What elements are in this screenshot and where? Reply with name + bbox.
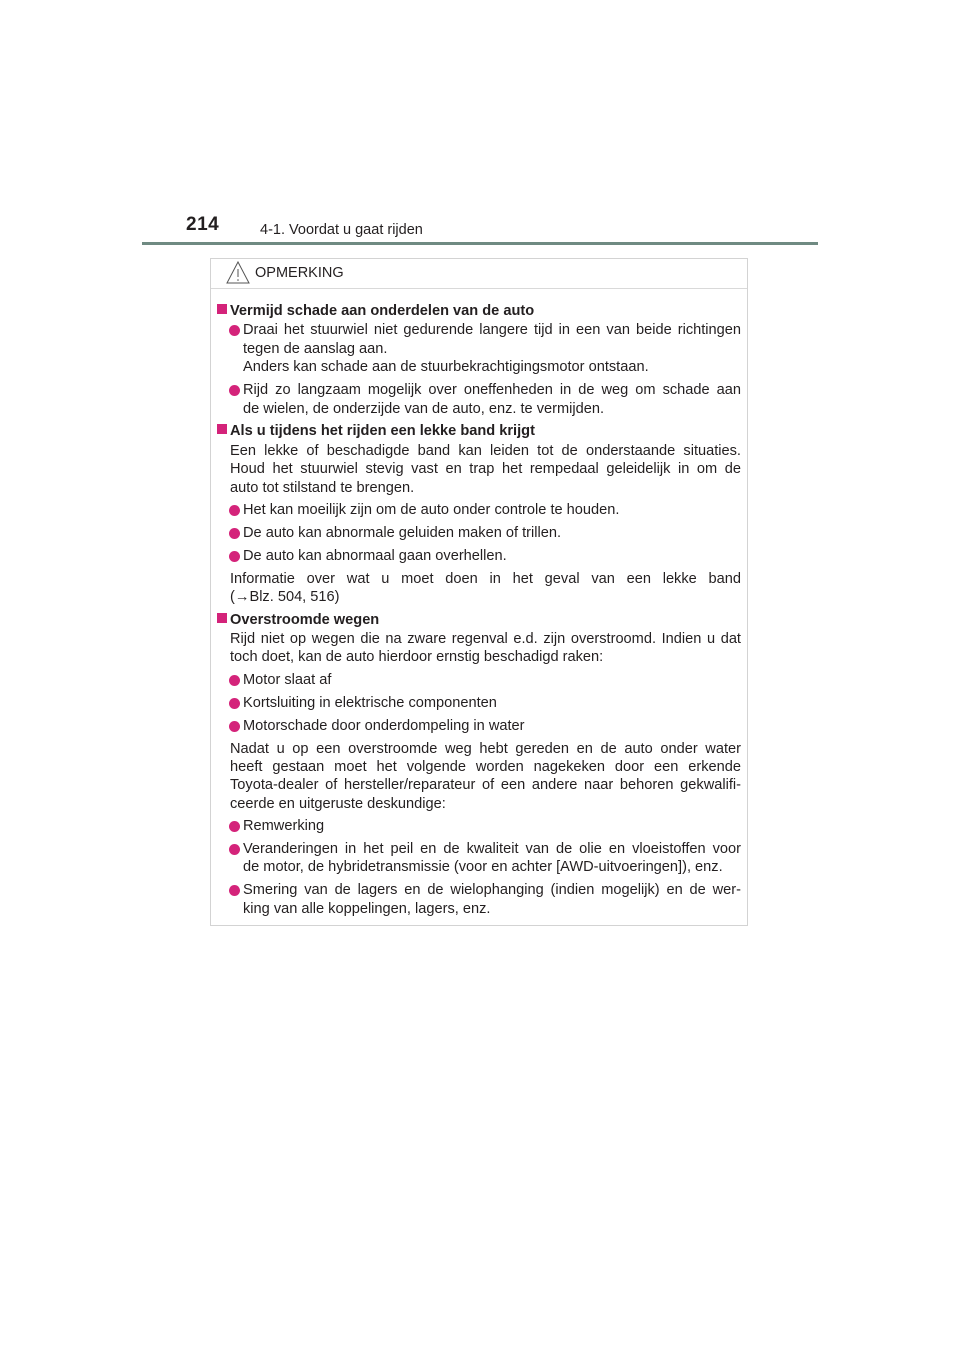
list-item: De auto kan abnormale geluiden maken of trillen. (217, 524, 741, 542)
page-number: 214 (186, 214, 220, 235)
circle-bullet-icon (229, 385, 240, 396)
section-heading: Vermijd schade aan onderdelen van de auto (217, 302, 741, 320)
paragraph: Informatie over wat u moet doen in het geval van een lekke band (→Blz. 504, 516) (230, 570, 741, 606)
list-item: Motorschade door onderdompeling in water (217, 717, 741, 735)
section-heading: Overstroomde wegen (217, 611, 741, 629)
list-item: Smering van de lagers en de wielophanging (indien mogelijk) en de wer- king van alle koppelingen, lagers, enz. (217, 881, 741, 918)
notice-header (211, 259, 747, 289)
circle-bullet-icon (229, 721, 240, 732)
notice-body (211, 289, 747, 918)
list-item: Motor slaat af (217, 671, 741, 689)
circle-bullet-icon (229, 325, 240, 336)
circle-bullet-icon (229, 844, 240, 855)
list-item: Veranderingen in het peil en de kwaliteit van de olie en vloeistoffen voor de motor, de hybridetransmissie (voor en achter [AWD-uitvoeringen]), enz. (217, 840, 741, 877)
circle-bullet-icon (229, 821, 240, 832)
square-bullet-icon (217, 424, 227, 434)
circle-bullet-icon (229, 505, 240, 516)
list-item: Kortsluiting in elektrische componenten (217, 694, 741, 712)
paragraph: Nadat u op een overstroomde weg hebt gereden en de auto onder water heeft gestaan moet het volgende worden nagekeken door een erkende Toyota-dealer of hersteller/reparateur of een andere naar behoren gekwalifi- ceerde en uitgeruste deskundige: (230, 740, 741, 812)
list-item: Het kan moeilijk zijn om de auto onder controle te houden. (217, 501, 741, 519)
warning-triangle-icon (225, 260, 251, 285)
section-title: 4-1. Voordat u gaat rijden (260, 222, 423, 238)
square-bullet-icon (217, 613, 227, 623)
circle-bullet-icon (229, 885, 240, 896)
circle-bullet-icon (229, 551, 240, 562)
square-bullet-icon (217, 304, 227, 314)
section-heading: Als u tijdens het rijden een lekke band krijgt (217, 422, 741, 440)
list-item: Draai het stuurwiel niet gedurende langere tijd in een van beide richtingen tegen de aanslag aan. Anders kan schade aan de stuurbekrachtigingsmotor ontstaan. (217, 321, 741, 376)
notice-title: OPMERKING (255, 265, 344, 281)
page-header (0, 0, 960, 250)
circle-bullet-icon (229, 675, 240, 686)
list-item: Remwerking (217, 817, 741, 835)
header-rule (142, 242, 818, 245)
list-item: De auto kan abnormaal gaan overhellen. (217, 547, 741, 565)
list-item: Rijd zo langzaam mogelijk over oneffenheden in de weg om schade aan de wielen, de onderzijde van de auto, enz. te vermijden. (217, 381, 741, 418)
notice-box (210, 258, 748, 926)
paragraph: Een lekke of beschadigde band kan leiden tot de onderstaande situaties. Houd het stuurwiel stevig vast en trap het rempedaal geleidelijk in om de auto tot stilstand te brengen. (230, 442, 741, 496)
circle-bullet-icon (229, 698, 240, 709)
circle-bullet-icon (229, 528, 240, 539)
paragraph: Rijd niet op wegen die na zware regenval e.d. zijn overstroomd. Indien u dat toch doet, kan de auto hierdoor ernstig beschadigd raken: (230, 631, 741, 666)
